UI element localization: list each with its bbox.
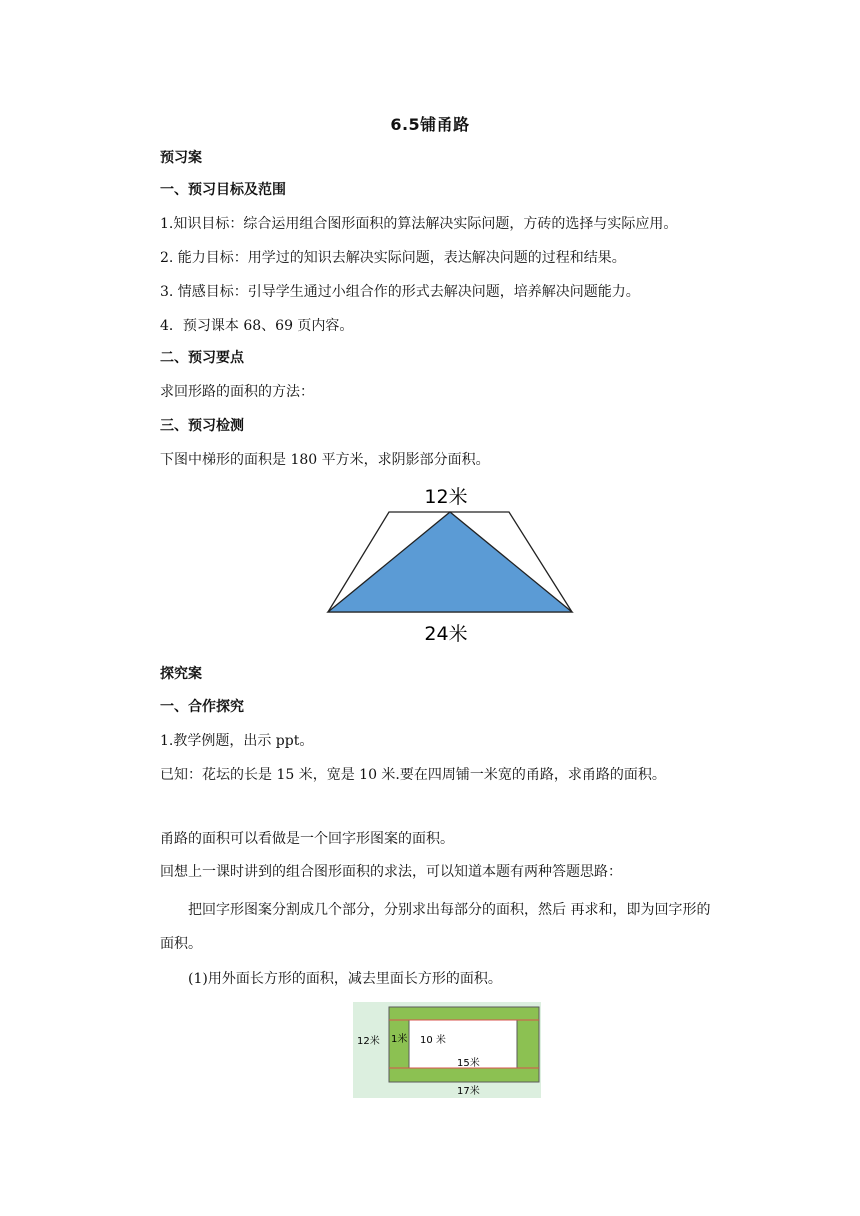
goal-reading: 4．预习课本 68、69 页内容。 [160, 318, 354, 334]
inner-length-label: 15米 [457, 1058, 480, 1069]
goal-ability: 2. 能力目标：用学过的知识去解决实际问题，表达解决问题的过程和结果。 [160, 250, 626, 266]
preview-sec2-heading: 二、预习要点 [160, 350, 244, 366]
explore-sec1-heading: 一、合作探究 [160, 699, 244, 715]
explore-heading: 探究案 [160, 666, 202, 682]
bottom-base-label: 24米 [424, 623, 468, 645]
path-figure [353, 1002, 541, 1098]
explore-p4: (1)用外面长方形的面积，减去里面长方形的面积。 [188, 971, 502, 987]
explore-item1: 1.教学例题，出示 ppt。 [160, 733, 314, 749]
explore-p3b: 面积。 [160, 936, 202, 952]
preview-sec3-text: 下图中梯形的面积是 180 平方米，求阴影部分面积。 [160, 452, 490, 468]
outer-length-label: 17米 [457, 1086, 480, 1097]
preview-heading: 预习案 [160, 150, 202, 166]
goal-emotion: 3. 情感目标：引导学生通过小组合作的形式去解决问题，培养解决问题能力。 [160, 284, 640, 300]
page-title: 6.5铺甬路 [390, 115, 470, 134]
preview-sec3-heading: 三、预习检测 [160, 418, 244, 434]
inner-width-label: 10 米 [420, 1035, 446, 1046]
path-width-label: 1米 [391, 1034, 408, 1045]
preview-sec1-heading: 一、预习目标及范围 [160, 182, 286, 198]
top-base-label: 12米 [424, 486, 468, 508]
explore-p1: 甬路的面积可以看做是一个回字形图案的面积。 [160, 831, 454, 847]
preview-sec2-text: 求回形路的面积的方法： [160, 384, 314, 400]
outer-height-label: 12米 [357, 1036, 380, 1047]
explore-p3a: 把回字形图案分割成几个部分，分别求出每部分的面积，然后 再求和，即为回字形的 [188, 902, 711, 918]
trapezoid-figure [320, 478, 580, 648]
goal-knowledge: 1.知识目标：综合运用组合图形面积的算法解决实际问题，方砖的选择与实际应用。 [160, 216, 678, 232]
explore-known: 已知：花坛的长是 15 米，宽是 10 米.要在四周铺一米宽的甬路，求甬路的面积。 [160, 767, 666, 783]
explore-p2: 回想上一课时讲到的组合图形面积的求法，可以知道本题有两种答题思路： [160, 864, 622, 880]
